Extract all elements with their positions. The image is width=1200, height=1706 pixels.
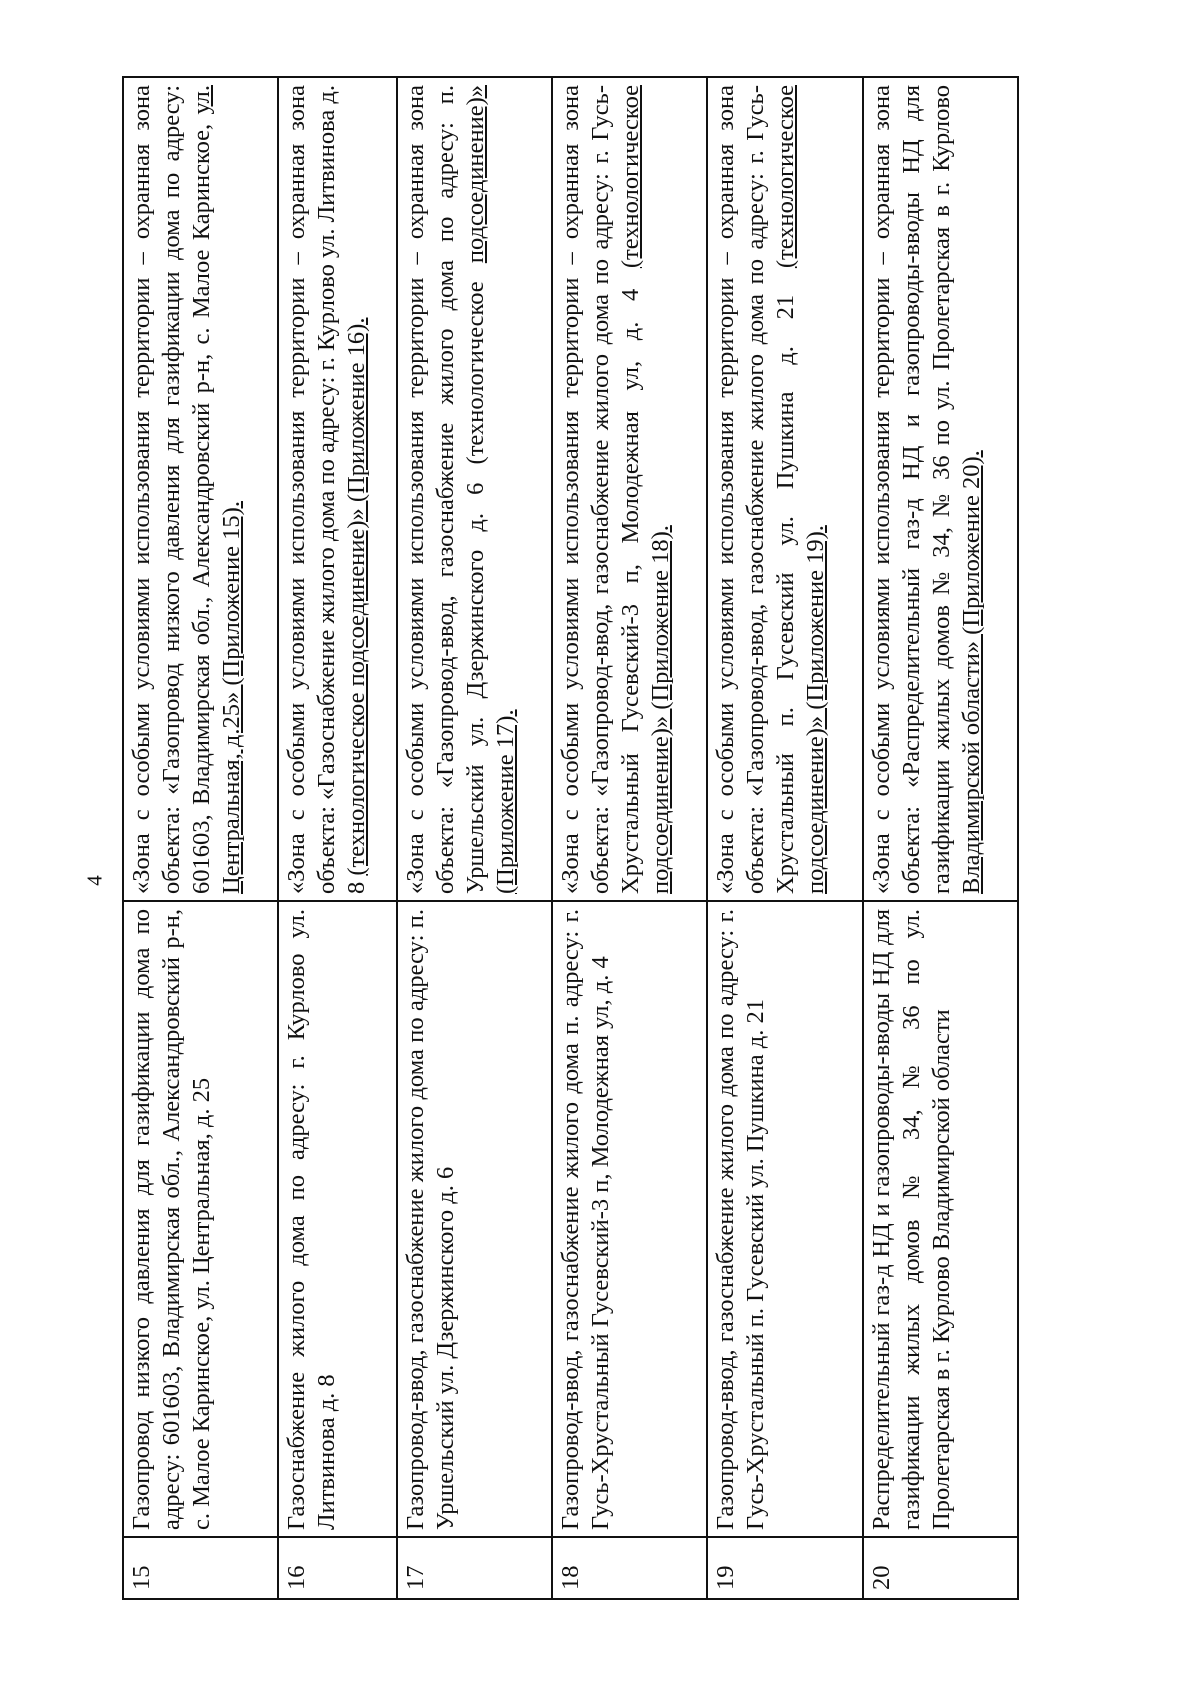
object-description: Газопровод-ввод, газоснабжение жилого дома по адресу: г. Гусь-Хрустальный п. Гусевский ул. Пушкина д. 21 [707, 901, 862, 1537]
zone-description [552, 77, 707, 901]
table-row [123, 77, 278, 1599]
zone-text: «Зона с особыми условиями использования территории – охранная зона объекта: «Распределительный газ-д НД и газопроводы-вводы НД для газификации жилых домов № 34, № 36 по ул. Пролетарская в г. Курлово [867, 85, 955, 894]
zone-appendix-ref: (технологическое подсоединение)» (Приложение 19). [772, 85, 830, 894]
zone-description [707, 77, 862, 901]
row-number: 15 [123, 1537, 278, 1599]
object-description: Распределительный газ-д НД и газопроводы-вводы НД для газификации жилых домов № 34, № 36 по ул. Пролетарская в г. Курлово Владимирской области [863, 901, 1018, 1537]
object-description: Газопровод-ввод, газоснабжение жилого дома по адресу: п. Уршельский ул. Дзержинского д. 6 [397, 901, 552, 1537]
table-row [278, 77, 397, 1599]
objects-table [122, 76, 1019, 1600]
zone-appendix-ref: ул. Центральная, д.25» (Приложение 15). [188, 85, 245, 894]
zone-appendix-ref: (технологическое подсоединение)» (Приложение 16). [343, 317, 371, 876]
row-number: 18 [552, 1537, 707, 1599]
zone-text: «Зона с особыми условиями использования территории – охранная зона объекта: «Газоснабжение жилого дома по адресу: г. Курлово ул. Литвинова д. 8 [283, 85, 371, 894]
table-row [552, 77, 707, 1599]
page-number: 4 [82, 875, 107, 886]
object-description: Газопровод низкого давления для газификации дома по адресу: 601603, Владимирская обл., Александровский р-н, с. Малое Каринское, ул. Центральная, д. 25 [123, 901, 278, 1537]
row-number: 16 [278, 1537, 397, 1599]
zone-description [863, 77, 1018, 901]
rotated-table-container [122, 78, 1019, 1600]
zone-text: «Зона с особыми условиями использования территории – охранная зона объекта: «Газопровод-ввод, газоснабжение жилого дома по адресу: г. Гусь-Хрустальный Гусевский-3 п, Молодежная ул, д. 4 [557, 85, 645, 894]
zone-appendix-ref: Владимирской области» (Приложение 20). [957, 450, 985, 894]
zone-description [278, 77, 397, 901]
zone-description [123, 77, 278, 901]
table-row [863, 77, 1018, 1599]
object-description: Газоснабжение жилого дома по адресу: г. Курлово ул. Литвинова д. 8 [278, 901, 397, 1537]
zone-description [397, 77, 552, 901]
zone-text: «Зона с особыми условиями использования территории – охранная зона объекта: «Газопровод-ввод, газоснабжение жилого дома по адресу: г. Гусь-Хрустальный п. Гусевский ул. Пушкина д. 21 [712, 85, 800, 894]
zone-text: «Зона с особыми условиями использования территории – охранная зона объекта: «Газопровод-ввод, газоснабжение жилого дома по адресу: п. Уршельский ул. Дзержинского д. 6 (технологическое [401, 85, 489, 894]
row-number: 19 [707, 1537, 862, 1599]
table-row [707, 77, 862, 1599]
zone-appendix-ref: подсоединение)» (Приложение 17). [461, 85, 519, 894]
object-description: Газопровод-ввод, газоснабжение жилого дома п. адресу: г. Гусь-Хрустальный Гусевский-3 п, Молодежная ул, д. 4 [552, 901, 707, 1537]
table-row [397, 77, 552, 1599]
row-number: 20 [863, 1537, 1018, 1599]
row-number: 17 [397, 1537, 552, 1599]
zone-appendix-ref: (технологическое подсоединение)» (Приложение 18). [617, 85, 675, 894]
zone-text: «Зона с особыми условиями использования территории – охранная зона объекта: «Газопровод низкого давления для газификации дома по адресу: 601603, Владимирская обл., Александровский р-н, с. Малое Каринское, [128, 85, 215, 894]
